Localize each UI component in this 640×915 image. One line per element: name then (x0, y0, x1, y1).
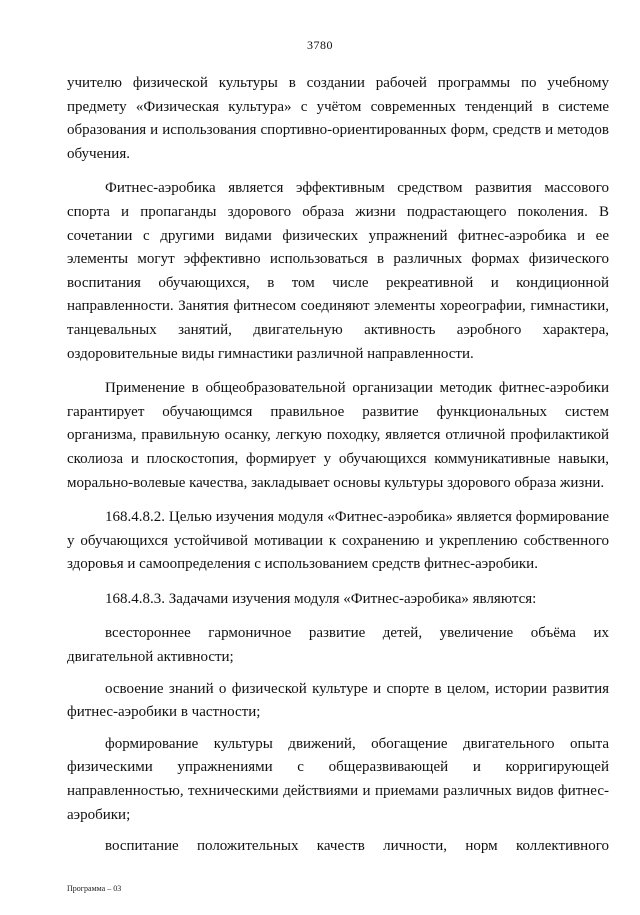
paragraph-fitness-intro: Фитнес-аэробика является эффективным средством развития массового спорта и пропаганды здорового образа жизни подрастающего поколения. В сочетании с другими видами физических упражнений фитнес-аэробика и ее элементы могут эффективно использоваться в различных формах физического воспитания обучающихся, в том числе рекреативной и кондиционной направленности. Занятия фитнесом соединяют элементы хореографии, гимнастики, танцевальных занятий, двигательную активность аэробного характера, оздоровительные виды гимнастики различной направленности. (67, 180, 609, 362)
task-item: всестороннее гармоничное развитие детей, увеличение объёма их двигательной активности; (67, 625, 609, 666)
paragraph-tasks-heading: 168.4.8.3. Задачами изучения модуля «Фитнес-аэробика» являются: (105, 590, 537, 607)
document-body (67, 72, 609, 867)
task-item: освоение знаний о физической культуре и спорте в целом, истории развития фитнес-аэробики в частности; (67, 680, 609, 721)
page-number: 3780 (307, 38, 333, 52)
task-item: воспитание положительных качеств личности, норм коллективного (105, 838, 609, 855)
paragraph-application: Применение в общеобразовательной организации методик фитнес-аэробики гарантирует обучающимся правильное развитие функциональных систем организма, правильную осанку, легкую походку, является отличной профилактикой сколиоза и плоскостопия, формирует у обучающихся коммуникативные навыки, морально-волевые качества, закладывает основы культуры здорового образа жизни. (67, 380, 609, 491)
paragraph-goal: 168.4.8.2. Целью изучения модуля «Фитнес-аэробика» является формирование у обучающихся устойчивой мотивации к сохранению и укреплению собственного здоровья и самоопределения с использованием средств фитнес-аэробики. (67, 509, 609, 573)
task-item: формирование культуры движений, обогащение двигательного опыта физическими упражнениями с общеразвивающей и корригирующей направленностью, техническими действиями и приемами различных видов фитнес-аэробики; (67, 735, 609, 823)
paragraph-continuation: учителю физической культуры в создании рабочей программы по учебному предмету «Физическая культура» с учётом современных тенденций в системе образования и использования спортивно-ориентированных форм, средств и методов обучения. (67, 75, 609, 162)
footer-program-label: Программа – 03 (67, 884, 122, 893)
